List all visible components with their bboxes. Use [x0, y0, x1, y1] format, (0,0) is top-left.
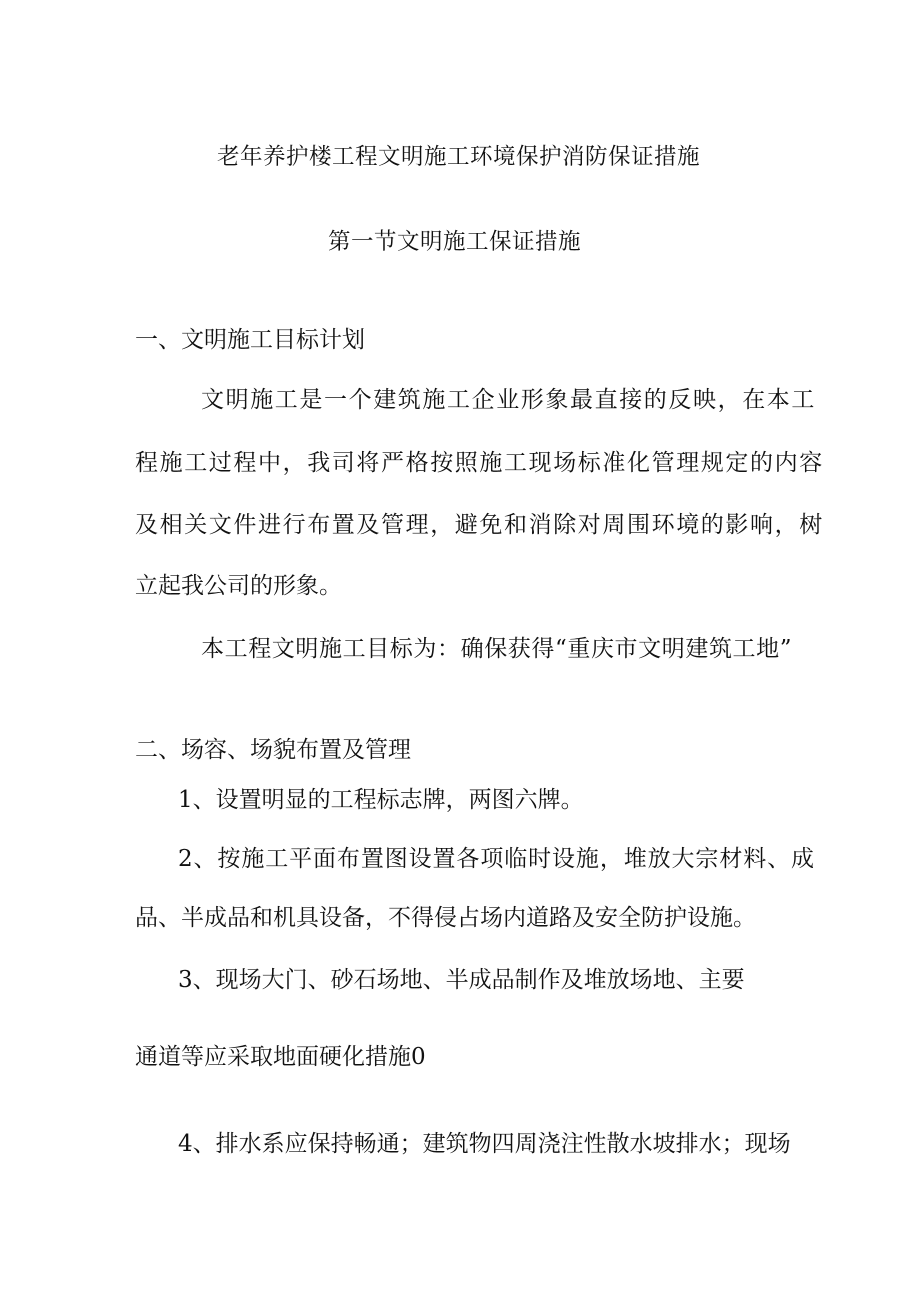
part1-heading: 一、文明施工目标计划	[135, 327, 365, 353]
part1-paragraph-line-2: 程施工过程中，我司将严格按照施工现场标准化管理规定的内容	[135, 450, 824, 476]
section-title: 第一节文明施工保证措施	[328, 229, 582, 255]
part1-paragraph-line-1: 文明施工是一个建筑施工企业形象最直接的反映，在本工	[201, 387, 816, 413]
part1-paragraph-line-4: 立起我公司的形象。	[135, 573, 342, 599]
document-title: 老年养护楼工程文明施工环境保护消防保证措施	[217, 144, 701, 170]
part2-item-3-line-2: 通道等应采取地面硬化措施0	[135, 1044, 426, 1070]
part2-item-4-line-1: 4、排水系应保持畅通；建筑物四周浇注性散水坡排水；现场	[178, 1131, 791, 1157]
part2-item-1: 1、设置明显的工程标志牌，两图六牌。	[178, 787, 584, 813]
part2-heading: 二、场容、场貌布置及管理	[135, 737, 411, 763]
part2-item-2-line-2: 品、半成品和机具设备，不得侵占场内道路及安全防护设施。	[135, 905, 756, 931]
part1-goal: 本工程文明施工目标为：确保获得“重庆市文明建筑工地”	[201, 636, 793, 662]
part2-item-2-line-1: 2、按施工平面布置图设置各项临时设施，堆放大宗材料、成	[178, 846, 815, 872]
part1-paragraph-line-3: 及相关文件进行布置及管理，避免和消除对周围环境的影响，树	[135, 512, 824, 538]
part2-item-3-line-1: 3、现场大门、砂石场地、半成品制作及堆放场地、主要	[178, 967, 745, 993]
